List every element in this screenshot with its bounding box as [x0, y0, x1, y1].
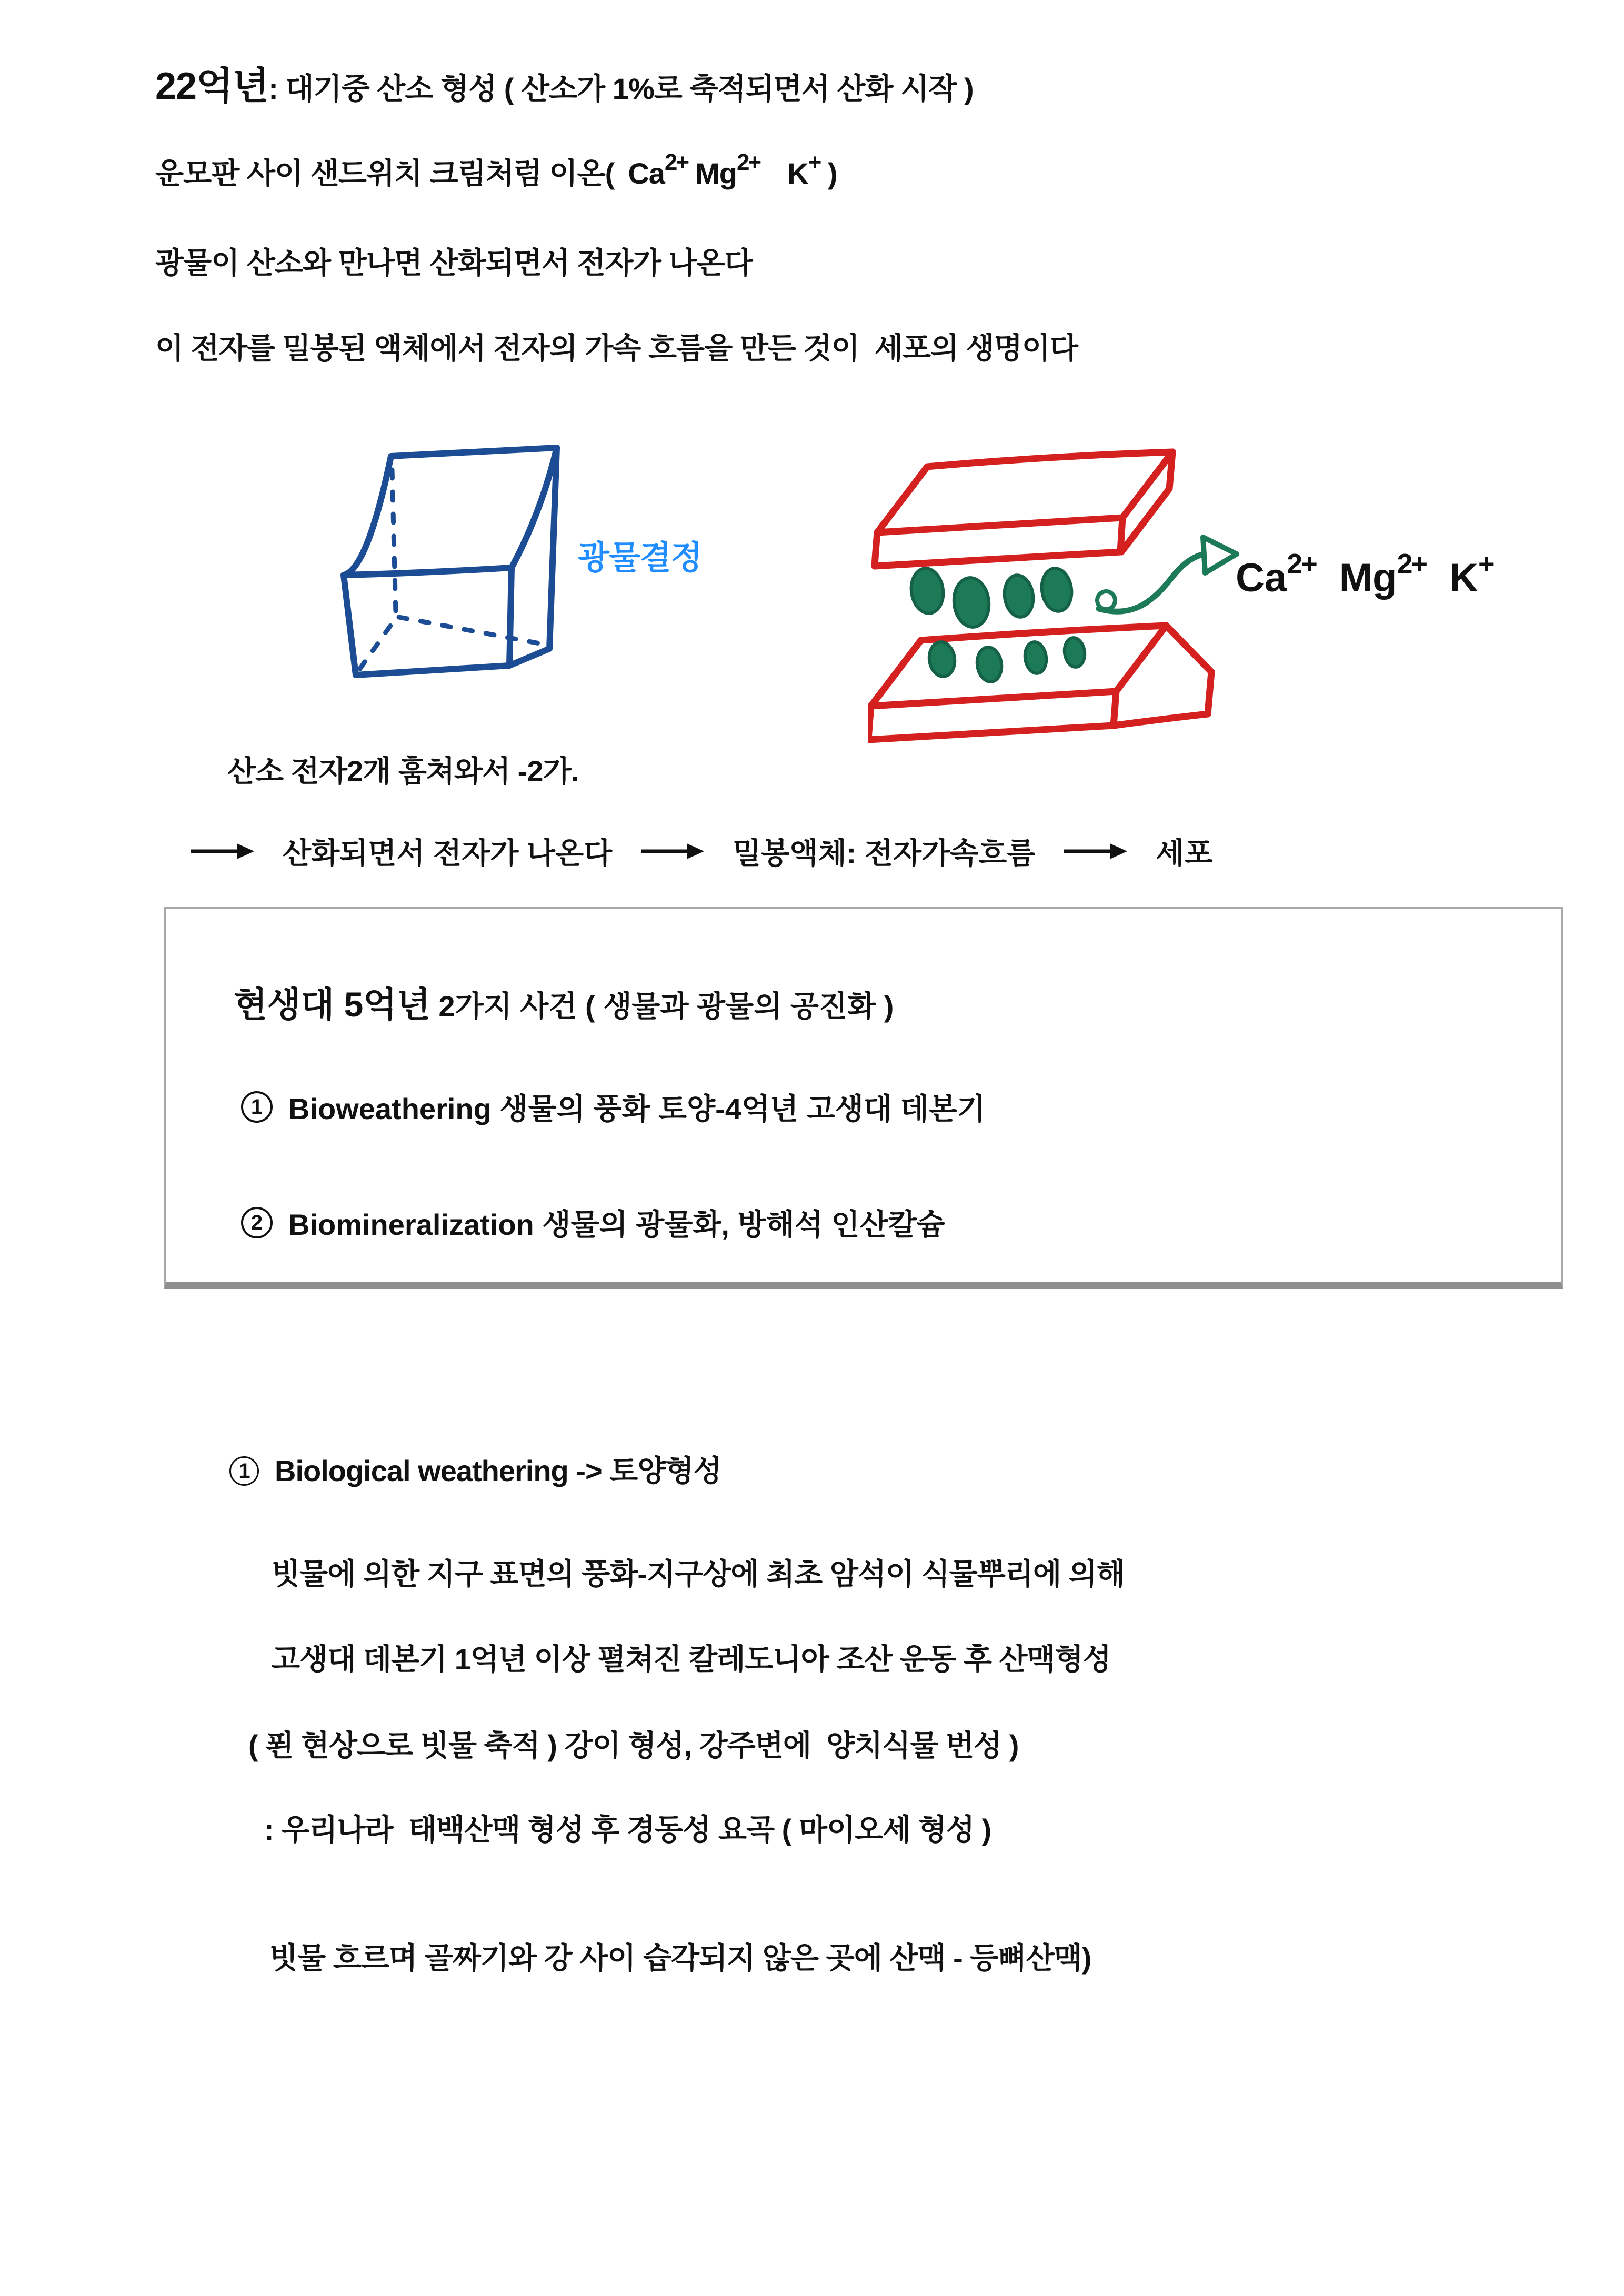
section-last-line: 빗물 흐르며 골짜기와 강 사이 습각되지 않은 곳에 산맥 - 등뼈산맥) — [269, 1941, 1091, 1975]
flow-step-2: 밀봉액체: 전자가속흐름 — [733, 837, 1036, 870]
intro-line-1-rest: : 대기중 산소 형성 ( 산소가 1%로 축적되면서 산화 시작 ) — [268, 72, 974, 105]
released-ion-k-sup: + — [1478, 548, 1493, 580]
section-title — [229, 1455, 721, 1487]
released-ion-ca — [1236, 548, 1316, 600]
long-right-arrow-icon — [1062, 841, 1128, 862]
released-ion-mg — [1339, 548, 1427, 600]
released-ion-ca-sup: 2+ — [1287, 548, 1316, 580]
released-ion-k-base: K — [1449, 556, 1478, 600]
section-line-4: : 우리나라 태백산맥 형성 후 경동성 요곡 ( 마이오세 형성 ) — [264, 1813, 991, 1846]
intro-line-1 — [155, 66, 974, 107]
ion-k-base: K — [787, 157, 808, 190]
intro-line-3: 광물이 산소와 만나면 산화되면서 전자가 나온다 — [155, 246, 753, 279]
box-item-1-label: Bioweathering 생물의 풍화 토양-4억년 고생대 데본기 — [288, 1092, 986, 1125]
crystal-label: 광물결정 — [578, 540, 702, 576]
section-line-1: 빗물에 의한 지구 표면의 풍화-지구상에 최초 암석이 식물뿌리에 의해 — [272, 1557, 1125, 1590]
flow-row — [189, 830, 1213, 872]
section-line-3: ( 푄 현상으로 빗물 축적 ) 강이 형성, 강주변에 양치식물 번성 ) — [248, 1729, 1019, 1762]
note-steal-electrons: 산소 전자2개 훔쳐와서 -2가. — [227, 754, 579, 788]
ion-ca-sup: 2+ — [664, 149, 688, 175]
circled-number-icon: 2 — [241, 1207, 273, 1238]
released-ions-label — [1236, 548, 1493, 600]
intro-line-2-suffix: ) — [820, 157, 837, 190]
box-item-bioweathering — [241, 1086, 986, 1128]
intro-line-1-lead: 22억년 — [155, 65, 269, 107]
released-ion-mg-sup: 2+ — [1397, 548, 1427, 580]
box-item-biomineralization — [241, 1202, 945, 1244]
long-right-arrow-icon — [189, 841, 255, 862]
ion-ca-base: Ca — [628, 157, 665, 190]
ion-ca — [628, 149, 688, 190]
section-line-2: 고생대 데본기 1억년 이상 펼쳐진 칼레도니아 조산 운동 후 산맥형성 — [272, 1643, 1111, 1676]
released-ion-mg-base: Mg — [1339, 556, 1397, 600]
circled-number-icon: 1 — [229, 1456, 259, 1486]
ion-mg-sup: 2+ — [736, 149, 760, 175]
ion-mg-base: Mg — [695, 157, 737, 190]
mica-sandwich-sketch — [868, 445, 1268, 771]
flow-step-3: 세포 — [1156, 837, 1213, 870]
circled-number-icon: 1 — [241, 1091, 273, 1123]
box-heading-lead: 현생대 5억년 — [234, 985, 430, 1024]
ion-k-sup: + — [808, 149, 820, 175]
ion-ovals — [908, 566, 1086, 683]
summary-box — [164, 907, 1563, 1289]
intro-line-2 — [155, 149, 837, 190]
top-slab — [875, 452, 1172, 566]
box-heading-rest: 2가지 사건 ( 생물과 광물의 공진화 ) — [430, 990, 894, 1023]
intro-line-4: 이 전자를 밀봉된 액체에서 전자의 가속 흐름을 만든 것이 세포의 생명이다 — [155, 331, 1078, 365]
released-ion-k — [1449, 548, 1493, 600]
long-right-arrow-icon — [639, 841, 705, 862]
box-item-2-label: Biomineralization 생물의 광물화, 방해석 인산칼슘 — [288, 1208, 945, 1241]
ion-k — [787, 149, 820, 190]
released-ion-ca-base: Ca — [1236, 556, 1287, 600]
flow-step-1: 산화되면서 전자가 나온다 — [283, 837, 613, 870]
intro-line-2-prefix: 운모판 사이 샌드위치 크림처럼 이온( — [155, 157, 615, 190]
section-title-text: Biological weathering -> 토양형성 — [275, 1454, 721, 1487]
ion-mg — [695, 149, 760, 190]
crystal-cube-outline — [344, 448, 557, 675]
box-heading — [234, 976, 894, 1026]
mineral-crystal-sketch — [330, 439, 578, 692]
